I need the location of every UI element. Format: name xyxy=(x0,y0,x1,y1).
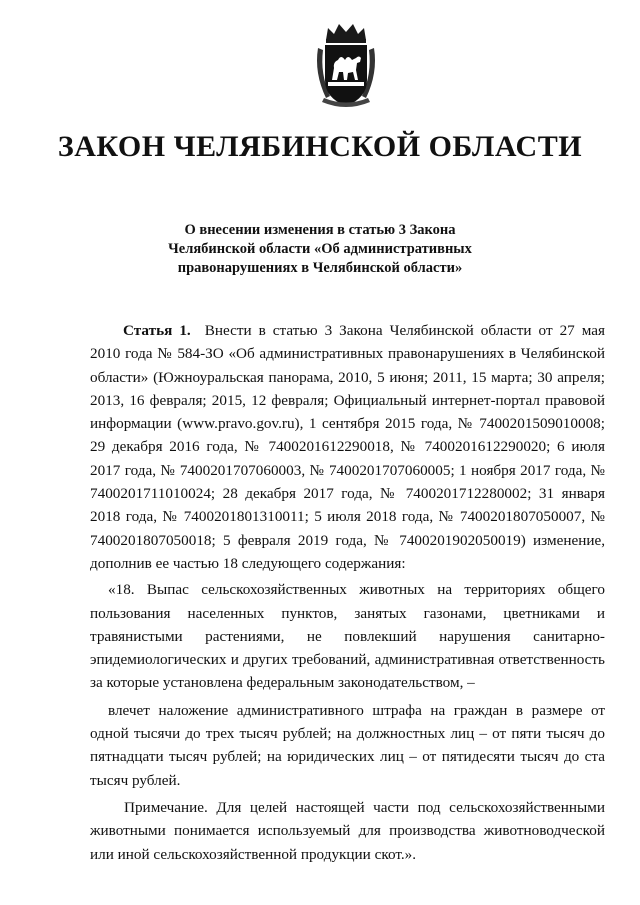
part-18-paragraph: «18. Выпас сельскохозяйственных животных на территориях общего пользования населенных пунктов, занятых газонами, цветниками и травянистыми растениями, не повлекший нарушения санитарно-эпидемиологических и других требований, административная ответственность за которые установлена федеральным законодательством, – xyxy=(90,581,605,692)
article-text: Внести в статью 3 Закона Челябинской области от 27 мая 2010 года № 584-ЗО «Об административных правонарушениях в Челябинской области» (Южноуральская панорама, 2010, 5 июня; 2011, 15 марта; 30 апреля; 2013, 16 февраля; 2015, 12 февраля; Официальный интернет-портал правовой информации (www.pravo.gov.ru), 1 сентября 2015 года, № 7400201509010008; 29 декабря 2016 года, № 7400201612290018, № 7400201612290020; 6 июля 2017 года, № 7400201707060003, № 7400201707060005; 1 ноября 2017 года, № 7400201711010024; 28 декабря 2017 года, № 7400201712280002; 31 января 2018 года, № 7400201801310011; 5 июля 2018 года, № 7400201807050007, № 7400201807050018; 5 февраля 2019 года, № 7400201902050019) изменение, дополнив ее частью 18 следующего содержания: xyxy=(90,322,605,572)
law-body xyxy=(90,319,605,866)
chelyabinsk-coat-of-arms-icon xyxy=(312,18,380,110)
subject-line: Челябинской области «Об административных xyxy=(168,241,472,257)
subject-line: О внесении изменения в статью 3 Закона xyxy=(184,222,456,238)
subject-line: правонарушениях в Челябинской области» xyxy=(177,260,463,276)
note-paragraph: Примечание. Для целей настоящей части под сельскохозяйственными животными понимается используемый для производства животноводческой или иной сельскохозяйственной продукции скот.». xyxy=(90,798,605,863)
article-label: Статья 1. xyxy=(123,322,191,339)
penalty-paragraph: влечет наложение административного штрафа на граждан в размере от одной тысячи до трех тысяч рублей; на должностных лиц – от пяти тысяч до пятнадцати тысяч рублей; на юридических лиц – от пятидесяти тысяч до ста тысяч рублей. xyxy=(90,701,605,789)
article-1-paragraph xyxy=(90,319,605,575)
law-title: ЗАКОН ЧЕЛЯБИНСКОЙ ОБЛАСТИ xyxy=(57,130,583,163)
law-subject xyxy=(100,221,540,278)
